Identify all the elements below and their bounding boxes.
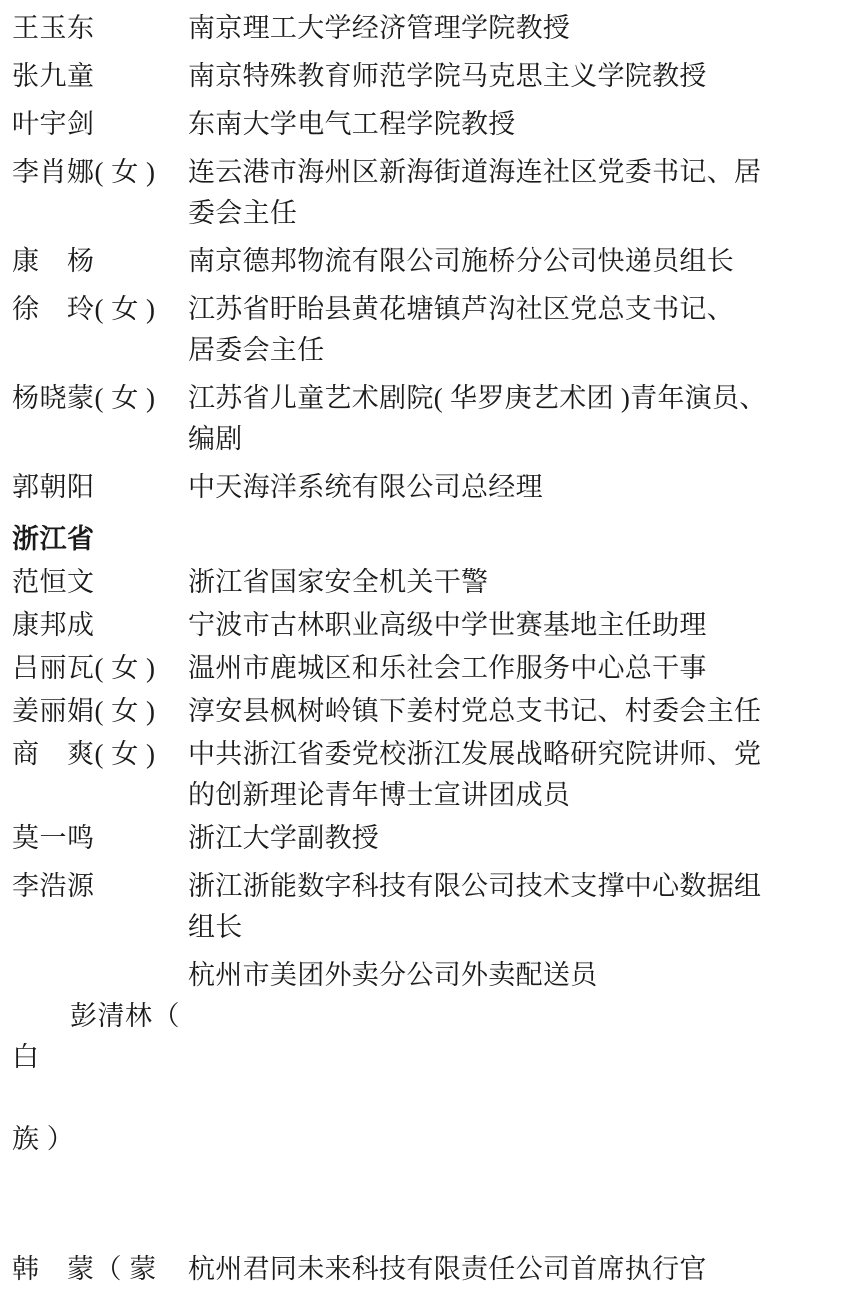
person-description: 杭州市美团外卖分公司外卖配送员 <box>188 960 598 990</box>
person-description <box>188 378 850 460</box>
person-description <box>188 289 850 371</box>
person-description <box>188 734 850 816</box>
person-name: 郭朝阳 <box>12 472 95 502</box>
person-description-line2: 的创新理论青年博士宣讲团成员 <box>188 780 571 810</box>
list-item <box>12 289 850 371</box>
person-name: 康邦成 <box>12 610 95 640</box>
list-item <box>12 467 850 508</box>
list-item <box>12 734 850 816</box>
list-item <box>12 691 850 732</box>
person-description-line2: 编剧 <box>188 424 243 454</box>
person-description-line1: 江苏省盱眙县黄花塘镇芦沟社区党总支书记、 <box>188 294 734 324</box>
person-name: 康 杨 <box>12 246 95 276</box>
list-item <box>12 955 850 1242</box>
person-name <box>12 955 188 1242</box>
person-description-line1: 连云港市海州区新海街道海连社区党委书记、居 <box>188 157 762 187</box>
person-description: 杭州君同未来科技有限责任公司首席执行官 <box>188 1254 707 1284</box>
person-description: 南京理工大学经济管理学院教授 <box>188 13 571 43</box>
person-name: 杨晓蒙( 女 ) <box>12 383 156 413</box>
person-name: 徐 玲( 女 ) <box>12 294 156 324</box>
entry-list-zhejiang <box>12 562 850 1290</box>
person-description <box>188 152 850 234</box>
person-description-line1: 江苏省儿童艺术剧院( 华罗庚艺术团 )青年演员、 <box>188 383 767 413</box>
person-name: 王玉东 <box>12 13 95 43</box>
person-name: 韩 蒙（ 蒙 <box>12 1254 157 1284</box>
person-description: 南京德邦物流有限公司施桥分公司快递员组长 <box>188 246 734 276</box>
person-description: 中天海洋系统有限公司总经理 <box>188 472 543 502</box>
person-description-line2: 组长 <box>188 912 243 942</box>
list-item <box>12 562 850 603</box>
entry-list-jiangsu <box>12 8 850 508</box>
person-name-line2: 族 ） <box>12 1124 75 1154</box>
person-description: 宁波市古林职业高级中学世赛基地主任助理 <box>188 610 707 640</box>
list-item <box>12 605 850 646</box>
person-description-line1: 浙江浙能数字科技有限公司技术支撑中心数据组 <box>188 871 762 901</box>
person-description: 浙江省国家安全机关干警 <box>188 567 489 597</box>
list-item <box>12 8 850 49</box>
list-item <box>12 1249 850 1290</box>
list-item <box>12 378 850 460</box>
person-description: 淳安县枫树岭镇下姜村党总支书记、村委会主任 <box>188 696 762 726</box>
person-name: 商 爽( 女 ) <box>12 739 156 769</box>
person-name: 姜丽娟( 女 ) <box>12 696 156 726</box>
person-description-line2: 居委会主任 <box>188 335 325 365</box>
list-item <box>12 104 850 145</box>
person-description: 东南大学电气工程学院教授 <box>188 109 516 139</box>
list-item <box>12 56 850 97</box>
section-heading-zhejiang: 浙江省 <box>12 524 95 554</box>
person-name: 范恒文 <box>12 567 95 597</box>
person-name: 叶宇剑 <box>12 109 95 139</box>
person-description-line2: 委会主任 <box>188 198 298 228</box>
person-name-line1: 彭清林（ 白 <box>12 1001 188 1072</box>
person-description-line1: 中共浙江省委党校浙江发展战略研究院讲师、党 <box>188 739 762 769</box>
list-item <box>12 866 850 948</box>
person-name: 莫一鸣 <box>12 823 95 853</box>
person-description: 南京特殊教育师范学院马克思主义学院教授 <box>188 61 707 91</box>
list-item <box>12 241 850 282</box>
list-item <box>12 648 850 689</box>
person-name: 张九童 <box>12 61 95 91</box>
person-name: 吕丽瓦( 女 ) <box>12 653 156 683</box>
person-description <box>188 866 850 948</box>
person-description: 浙江大学副教授 <box>188 823 380 853</box>
person-name: 李肖娜( 女 ) <box>12 157 156 187</box>
person-description: 温州市鹿城区和乐社会工作服务中心总干事 <box>188 653 707 683</box>
list-item <box>12 152 850 234</box>
person-name: 李浩源 <box>12 871 95 901</box>
list-item <box>12 818 850 859</box>
